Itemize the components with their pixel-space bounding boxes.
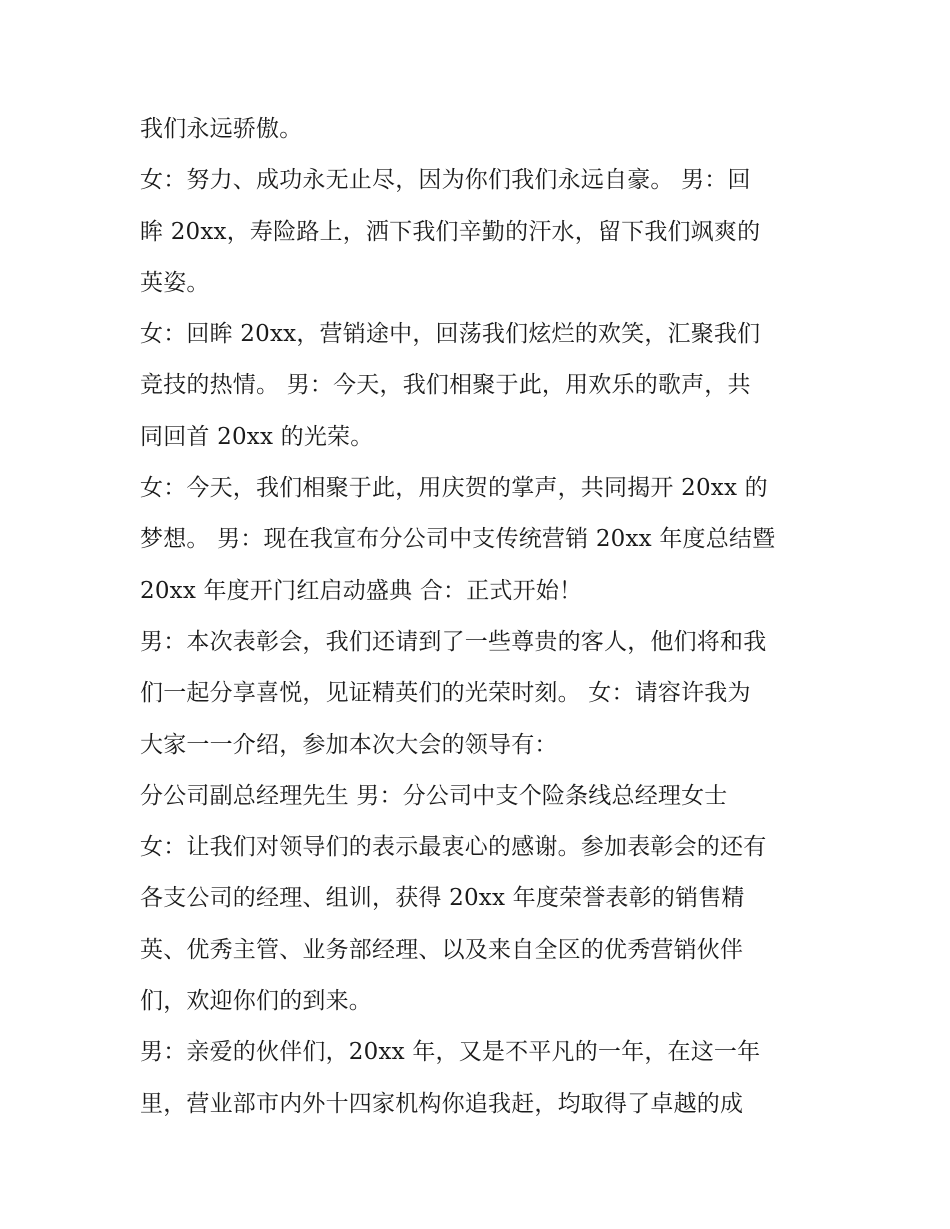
text-line: 女：让我们对领导们的表示最衷心的感谢。参加表彰会的还有: [140, 834, 767, 861]
text-line: 眸 20xx，寿险路上，洒下我们辛勤的汗水，留下我们飒爽的: [140, 218, 761, 245]
text-line: 英姿。: [140, 269, 210, 296]
text-line: 们，欢迎你们的到来。: [140, 988, 372, 1015]
text-line: 分公司副总经理先生 男：分公司中支个险条线总经理女士: [140, 782, 728, 809]
text-line: 大家一一介绍，参加本次大会的领导有：: [140, 731, 558, 758]
text-line: 女：今天，我们相聚于此，用庆贺的掌声，共同揭开 20xx 的: [140, 475, 768, 502]
text-line: 男：亲爱的伙伴们，20xx 年，又是不平凡的一年，在这一年: [140, 1039, 761, 1066]
text-line: 里，营业部市内外十四家机构你追我赶，均取得了卓越的成: [140, 1090, 744, 1117]
document-body: [140, 104, 830, 1130]
text-line: 女：回眸 20xx，营销途中，回荡我们炫烂的欢笑，汇聚我们: [140, 321, 761, 348]
text-line: 竞技的热情。 男：今天，我们相聚于此，用欢乐的歌声，共: [140, 372, 751, 399]
text-line: 英、优秀主管、业务部经理、以及来自全区的优秀营销伙伴: [140, 936, 744, 963]
text-line: 梦想。 男：现在我宣布分公司中支传统营销 20xx 年度总结暨: [140, 526, 776, 553]
text-line: 我们永远骄傲。: [140, 116, 303, 142]
text-line: 女：努力、成功永无止尽，因为你们我们永远自豪。 男：回: [140, 167, 751, 194]
text-line: 同回首 20xx 的光荣。: [140, 423, 374, 450]
text-line: 各支公司的经理、组训，获得 20xx 年度荣誉表彰的销售精: [140, 885, 745, 912]
text-line: 20xx 年度开门红启动盛典 合：正式开始！: [140, 577, 583, 604]
text-line: 们一起分享喜悦，见证精英们的光荣时刻。 女：请容许我为: [140, 680, 751, 707]
text-line: 男：本次表彰会，我们还请到了一些尊贵的客人，他们将和我: [140, 628, 767, 655]
